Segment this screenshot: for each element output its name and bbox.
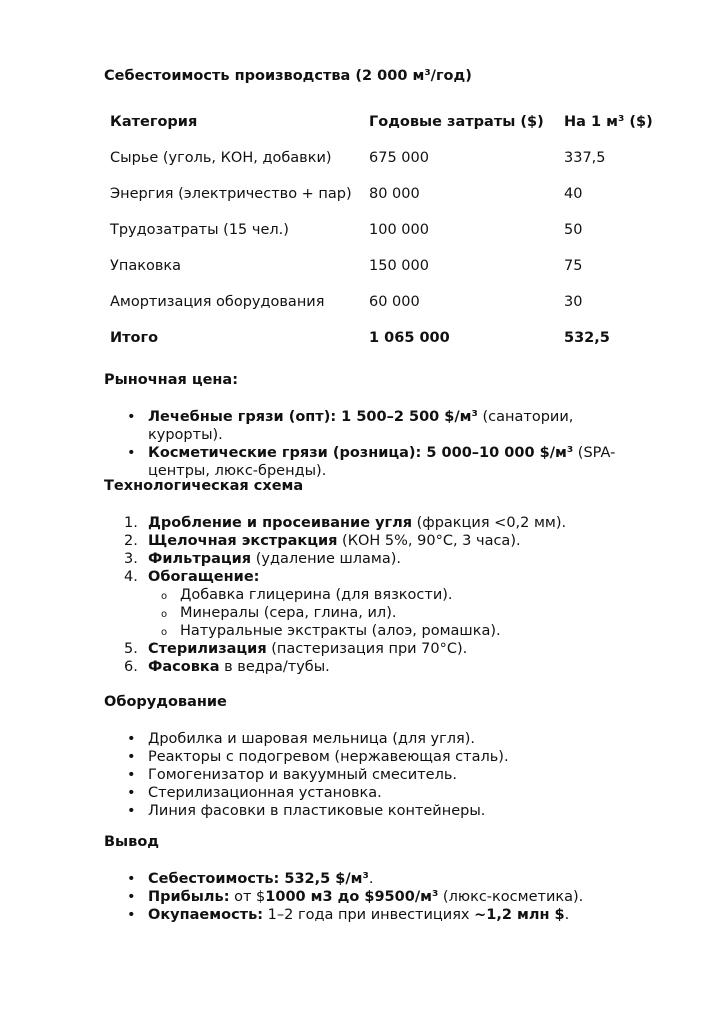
list-item-cost: • Себестоимость: 532,5 $/м³. xyxy=(104,870,583,888)
conclusion-title: Вывод xyxy=(104,834,160,850)
cell-per-m3: 75 xyxy=(564,258,583,274)
cell-annual-cost: 675 000 xyxy=(369,150,429,166)
list-item-payback: • Окупаемость: 1–2 года при инвестициях ~1,2 млн $. xyxy=(104,906,583,924)
cell-annual-cost: 100 000 xyxy=(369,222,429,238)
list-item: 6. Фасовка в ведра/тубы. xyxy=(124,659,330,675)
total-label: Итого xyxy=(110,330,159,346)
cost-section-title: Себестоимость производства (2 000 м³/год) xyxy=(104,68,472,84)
cell-category: Амортизация оборудования xyxy=(110,294,325,310)
column-header-annual-cost: Годовые затраты ($) xyxy=(369,114,544,130)
equipment-title: Оборудование xyxy=(104,694,227,710)
cell-per-m3: 30 xyxy=(564,294,583,310)
tech-steps-list xyxy=(104,514,566,676)
cell-per-m3: 50 xyxy=(564,222,583,238)
table-row xyxy=(104,284,664,320)
column-header-per-m3: На 1 м³ ($) xyxy=(564,114,653,130)
list-item: 3. Фильтрация (удаление шлама). xyxy=(124,551,402,567)
table-total-row xyxy=(104,320,664,356)
sub-list-item: o Добавка глицерина (для вязкости). xyxy=(148,586,566,604)
cost-table xyxy=(104,104,664,356)
cell-category: Сырье (уголь, КОН, добавки) xyxy=(110,150,332,166)
list-item: 1. Дробление и просеивание угля (фракция <0,2 мм). xyxy=(124,515,567,531)
list-item: • Линия фасовки в пластиковые контейнеры. xyxy=(104,802,509,820)
cell-per-m3: 40 xyxy=(564,186,583,202)
cell-annual-cost: 150 000 xyxy=(369,258,429,274)
list-item-profit: • Прибыль: от $1000 м3 до $9500/м³ (люкс-косметика). xyxy=(104,888,583,906)
cell-category: Упаковка xyxy=(110,258,182,274)
table-row xyxy=(104,140,664,176)
cell-category: Трудозатраты (15 чел.) xyxy=(110,222,289,238)
cell-category: Энергия (электричество + пар) xyxy=(110,186,352,202)
equipment-list xyxy=(104,730,509,820)
list-item: • Реакторы с подогревом (нержавеющая сталь). xyxy=(104,748,509,766)
list-item: • Дробилка и шаровая мельница (для угля). xyxy=(104,730,509,748)
table-row xyxy=(104,212,664,248)
market-price-title: Рыночная цена: xyxy=(104,372,239,388)
cell-annual-cost: 60 000 xyxy=(369,294,420,310)
conclusion-list xyxy=(104,870,583,924)
tech-scheme-title: Технологическая схема xyxy=(104,478,304,494)
sub-list-item: o Минералы (сера, глина, ил). xyxy=(148,604,566,622)
column-header-category: Категория xyxy=(110,114,198,130)
table-header-row xyxy=(104,104,664,140)
cell-annual-cost: 80 000 xyxy=(369,186,420,202)
sub-list-item: o Натуральные экстракты (алоэ, ромашка). xyxy=(148,622,566,640)
list-item: 2. Щелочная экстракция (КОН 5%, 90°C, 3 часа). xyxy=(124,533,521,549)
list-item: • Лечебные грязи (опт): 1 500–2 500 $/м³ (санатории, курорты). xyxy=(104,408,624,444)
list-item: 5. Стерилизация (пастеризация при 70°C). xyxy=(124,641,468,657)
list-item: • Стерилизационная установка. xyxy=(104,784,509,802)
list-item: • Гомогенизатор и вакуумный смеситель. xyxy=(104,766,509,784)
enrichment-sublist xyxy=(148,586,566,640)
total-annual-cost: 1 065 000 xyxy=(369,330,450,346)
list-item: 4. Обогащение: o Добавка глицерина (для вязкости). o Минералы (сера, глина, ил). o Натуральные экстракты (алоэ, ромашка). xyxy=(104,568,566,640)
list-item: • Косметические грязи (розница): 5 000–10 000 $/м³ (SPA-центры, люкс-бренды). xyxy=(104,444,624,480)
table-row xyxy=(104,248,664,284)
table-row xyxy=(104,176,664,212)
cell-per-m3: 337,5 xyxy=(564,150,606,166)
market-price-list xyxy=(104,408,624,480)
total-per-m3: 532,5 xyxy=(564,330,610,346)
